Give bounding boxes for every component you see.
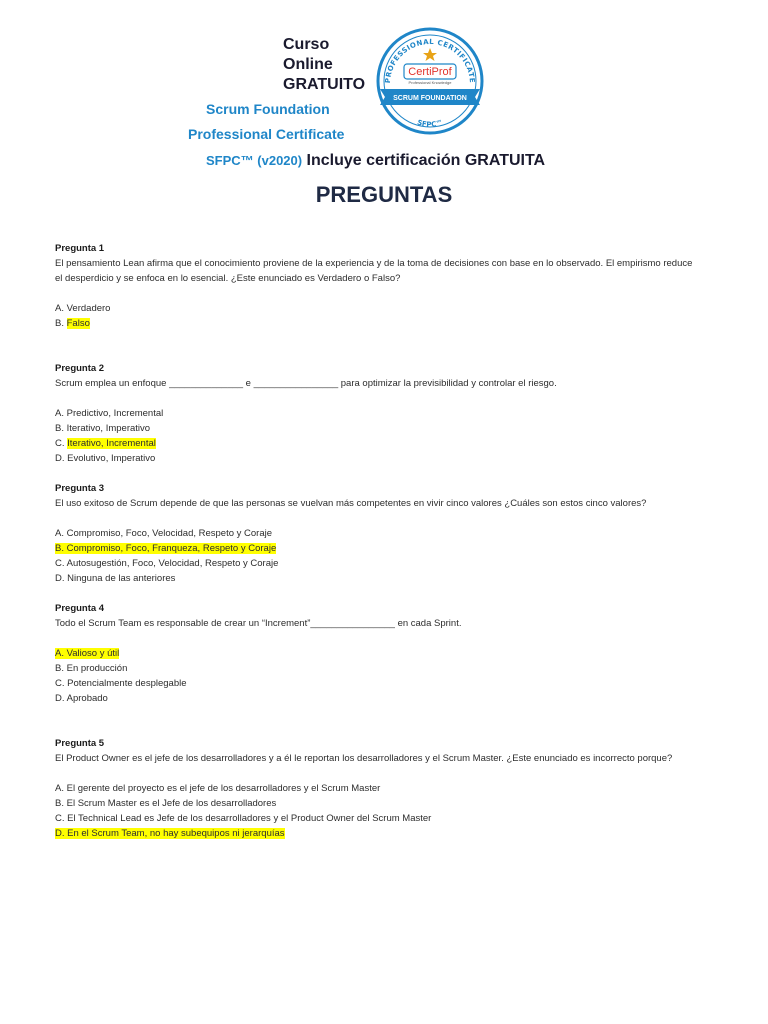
question-text: Scrum emplea un enfoque ______________ e ________________ para optimizar la previsibilidad y controlar el riesgo. [55, 378, 557, 389]
answer-option-prefix: B. [55, 423, 67, 434]
answer-option-text: El Technical Lead es Jefe de los desarrolladores y el Product Owner del Scrum Master [67, 813, 432, 824]
answer-option-prefix: B. [55, 798, 67, 809]
answer-option-prefix: C. [55, 678, 68, 689]
answer-option-text: Iterativo, Incremental [67, 438, 156, 449]
answer-option-text: A. Valioso y útil [55, 648, 120, 659]
answer-option [55, 781, 695, 796]
answer-option-text: Falso [66, 318, 90, 329]
question-title: Pregunta 5 [55, 738, 105, 749]
answer-option-text: Aprobado [66, 693, 108, 704]
answer-option-text: El Scrum Master es el Jefe de los desarrolladores [66, 798, 277, 809]
question-title: Pregunta 1 [55, 243, 105, 254]
answer-option [55, 811, 695, 826]
answer-option-text: Evolutivo, Imperativo [67, 453, 156, 464]
answer-option-prefix: D. [55, 693, 67, 704]
answer-option-text: El gerente del proyecto es el jefe de los desarrolladores y el Scrum Master [66, 783, 381, 794]
answer-option-prefix: A. [55, 528, 67, 539]
answer-option [55, 436, 695, 451]
answer-option [55, 676, 695, 691]
page-title: PREGUNTAS [315, 182, 453, 207]
answer-option-prefix: A. [55, 408, 67, 419]
answer-option-prefix: B. [55, 663, 67, 674]
answer-option-text: Autosugestión, Foco, Velocidad, Respeto y Coraje [66, 558, 279, 569]
answer-option-prefix: B. [55, 318, 67, 329]
question-title: Pregunta 3 [55, 483, 105, 494]
answer-option-text: D. En el Scrum Team, no hay subequipos ni jerarquías [55, 828, 285, 839]
answer-option-prefix: D. [55, 573, 68, 584]
answer-option [55, 316, 695, 331]
sfpc-line [206, 152, 545, 170]
seal-ribbon-text: SCRUM FOUNDATION [393, 95, 467, 102]
curso-line-3: GRATUITO [283, 76, 366, 93]
questions-list [55, 241, 695, 841]
sfpc-code: SFPC™ (v2020) [206, 153, 303, 168]
curso-line-1: Curso [283, 36, 330, 53]
answer-option-prefix: C. [55, 813, 68, 824]
answer-option [55, 796, 695, 811]
answer-option-prefix: D. [55, 453, 68, 464]
question-block [55, 241, 695, 361]
answer-option-prefix: A. [55, 783, 67, 794]
question-block [55, 481, 695, 601]
answer-option-text: Verdadero [66, 303, 111, 314]
question-title: Pregunta 4 [55, 603, 105, 614]
scrum-foundation-label: Scrum Foundation [206, 101, 330, 117]
answer-option [55, 691, 695, 706]
question-title: Pregunta 2 [55, 363, 105, 374]
question-text: El Product Owner es el jefe de los desarrolladores y a él le reportan los desarrolladores y el Scrum Master. ¿Este enunciado es incorrecto porque? [55, 753, 673, 764]
answer-option [55, 451, 695, 466]
answer-option-text: Ninguna de las anteriores [67, 573, 176, 584]
answer-option [55, 826, 695, 841]
answer-option-prefix: A. [55, 303, 67, 314]
answer-option-text: Predictivo, Incremental [66, 408, 164, 419]
answer-option [55, 301, 695, 316]
course-title [283, 35, 365, 95]
answer-option [55, 571, 695, 586]
answer-option [55, 646, 695, 661]
question-text: Todo el Scrum Team es responsable de crear un “Increment”________________ en cada Sprint. [55, 618, 462, 629]
sfpc-description: Incluye certificación GRATUITA [302, 152, 546, 169]
answer-option [55, 406, 695, 421]
seal-top-text: PROFESSIONAL CERTIFICATE [383, 37, 477, 84]
professional-certificate-label: Professional Certificate [188, 126, 345, 142]
seal-bottom-text: SFPC™ [416, 118, 444, 129]
answer-option-prefix: C. [55, 558, 67, 569]
question-block [55, 601, 695, 736]
question-block [55, 361, 695, 481]
seal-tagline: Professional Knowledge [408, 80, 452, 85]
answer-option [55, 421, 695, 436]
answer-option-text: Iterativo, Imperativo [66, 423, 151, 434]
curso-line-2: Online [283, 56, 333, 73]
seal-brand: CertiProf [408, 66, 452, 78]
answer-option [55, 526, 695, 541]
answer-option-text: B. Compromiso, Foco, Franqueza, Respeto y Coraje [55, 543, 277, 554]
answer-option [55, 661, 695, 676]
answer-option-prefix: C. [55, 438, 68, 449]
answer-option [55, 541, 695, 556]
question-text: El pensamiento Lean afirma que el conocimiento proviene de la experiencia y de la toma de decisiones con base en lo observado. El empirismo reduce el desperdicio y se enfoca en lo esencial. ¿Este enunciado es Verdadero o Falso? [55, 258, 693, 284]
question-block [55, 736, 695, 841]
question-text: El uso exitoso de Scrum depende de que las personas se vuelvan más competentes en vivir cinco valores ¿Cuáles son estos cinco valores? [55, 498, 647, 509]
answer-option-text: Potencialmente desplegable [67, 678, 187, 689]
answer-option-text: Compromiso, Foco, Velocidad, Respeto y Coraje [66, 528, 273, 539]
answer-option-text: En producción [66, 663, 128, 674]
answer-option [55, 556, 695, 571]
certiprof-seal-logo [372, 26, 488, 136]
